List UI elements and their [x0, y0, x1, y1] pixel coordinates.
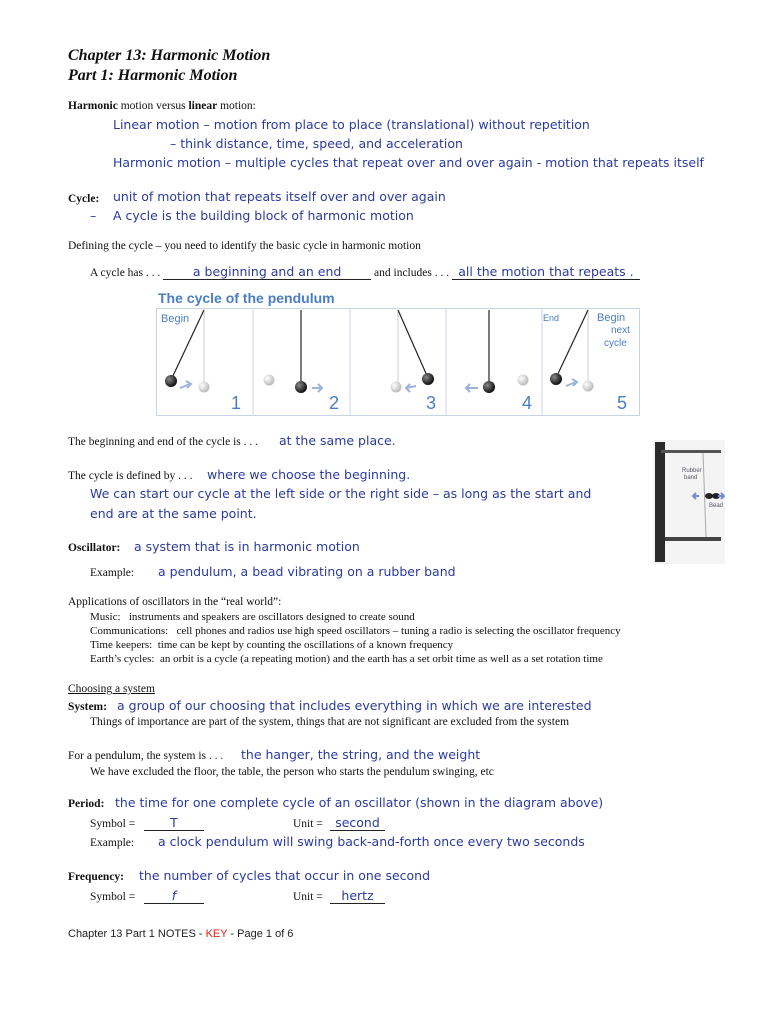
- pendulum-cycle-figure: [156, 308, 640, 416]
- system-label: System:: [68, 701, 107, 713]
- cycle-dash: –: [90, 208, 97, 223]
- app-value: an orbit is a cycle (a repeating motion) and the earth has a set orbit time as well as a set rotation time: [159, 653, 603, 665]
- pendulum-system-answer: the hanger, the string, and the weight: [241, 747, 481, 762]
- part-title: Part 1: Harmonic Motion: [68, 67, 238, 84]
- period-unit-prefix: Unit =: [293, 818, 323, 830]
- period-symbol-prefix: Symbol =: [90, 818, 136, 830]
- same-place-answer: at the same place.: [279, 433, 396, 448]
- pendulum-bob-ghost: [199, 382, 210, 393]
- same-place-prefix: The beginning and end of the cycle is . . .: [68, 436, 259, 448]
- footer-suffix: - Page 1 of 6: [227, 928, 294, 940]
- app-item-earth: [90, 653, 603, 665]
- system-answer: a group of our choosing that includes everything in which we are interested: [117, 698, 592, 713]
- figure-number-1: 1: [231, 393, 242, 413]
- app-key: Earth’s cycles:: [90, 653, 155, 665]
- period-label: Period:: [68, 798, 105, 810]
- choosing-system-heading: Choosing a system: [68, 683, 155, 695]
- app-item-communications: [90, 625, 621, 637]
- applications-heading: Applications of oscillators in the “real world”:: [68, 596, 282, 608]
- defined-by-line2: We can start our cycle at the left side or the right side – as long as the start and: [90, 486, 592, 501]
- figure-number-3: 3: [426, 393, 437, 413]
- figure-number-2: 2: [329, 393, 340, 413]
- oscillator-label: Oscillator:: [68, 542, 121, 554]
- pendulum-system-prefix: For a pendulum, the system is . . .: [68, 750, 224, 762]
- app-value: time can be kept by counting the oscillations of a known frequency: [157, 639, 454, 651]
- rubber-band-photo: [653, 440, 725, 564]
- footer-prefix: Chapter 13 Part 1 NOTES -: [68, 928, 206, 940]
- photo-band-label: band: [684, 475, 698, 481]
- cycle-has-line: [90, 264, 640, 280]
- harmonic-text2: motion:: [217, 100, 256, 112]
- system-note: Things of importance are part of the system, things that are not significant are excluded from the system: [90, 716, 570, 728]
- figure-end-label: End: [543, 313, 560, 323]
- period-symbol-answer: T: [144, 815, 204, 831]
- oscillator-answer: a system that is in harmonic motion: [134, 539, 360, 554]
- cycle-definition: unit of motion that repeats itself over and over again: [113, 189, 446, 204]
- app-item-timekeepers: [90, 639, 453, 651]
- cycle-has-answer1: a beginning and an end: [163, 264, 371, 280]
- frequency-label: Frequency:: [68, 871, 125, 883]
- photo-rubber-label: Rubber: [682, 468, 702, 474]
- period-example-prefix: Example:: [90, 837, 135, 849]
- frequency-unit-answer: hertz: [330, 888, 385, 904]
- period-unit-answer: second: [330, 815, 385, 831]
- defining-cycle: Defining the cycle – you need to identify the basic cycle in harmonic motion: [68, 240, 421, 252]
- app-key: Communications:: [90, 625, 169, 637]
- figure-title: The cycle of the pendulum: [158, 290, 335, 306]
- chapter-title: Chapter 13: Harmonic Motion: [68, 47, 271, 64]
- frequency-symbol-prefix: Symbol =: [90, 891, 136, 903]
- figure-number-4: 4: [522, 393, 533, 413]
- linear-bold: linear: [188, 100, 218, 112]
- figure-next-label: next: [611, 325, 630, 336]
- example-answer: a pendulum, a bead vibrating on a rubber band: [158, 564, 456, 579]
- photo-bead-label: Bead: [709, 503, 724, 509]
- frequency-unit-prefix: Unit =: [293, 891, 323, 903]
- defined-by-line3: end are at the same point.: [90, 506, 257, 521]
- pendulum-bob: [165, 375, 177, 387]
- app-value: cell phones and radios use high speed oscillators – tuning a radio is selecting the oscillator frequency: [176, 625, 621, 637]
- defined-by-prefix: The cycle is defined by . . .: [68, 470, 193, 482]
- cycle-label: Cycle:: [68, 193, 100, 205]
- footer-key: KEY: [205, 928, 228, 940]
- example-prefix: Example:: [90, 567, 135, 579]
- pendulum-system-note: We have excluded the floor, the table, the person who starts the pendulum swinging, etc: [90, 766, 494, 778]
- cycle-note: A cycle is the building block of harmonic motion: [113, 208, 414, 223]
- cycle-has-mid: and includes . . .: [374, 267, 450, 279]
- page-footer: [68, 928, 293, 940]
- app-key: Time keepers:: [90, 639, 153, 651]
- harmonic-text1: motion versus: [117, 100, 189, 112]
- linear-motion-note: Linear motion – motion from place to place (translational) without repetition: [113, 117, 590, 132]
- harmonic-motion-note: Harmonic motion – multiple cycles that repeat over and over again - motion that repeats itself: [113, 155, 704, 170]
- frequency-answer: the number of cycles that occur in one second: [139, 868, 431, 883]
- figure-begin-label: Begin: [161, 313, 190, 325]
- figure-begin2-label: Begin: [597, 312, 626, 324]
- figure-cycle-label: cycle: [604, 338, 627, 349]
- defined-by-answer: where we choose the beginning.: [207, 467, 411, 482]
- linear-think-note: – think distance, time, speed, and acceleration: [170, 136, 463, 151]
- app-value: instruments and speakers are oscillators designed to create sound: [128, 611, 415, 623]
- cycle-has-answer2: all the motion that repeats .: [452, 264, 640, 280]
- app-item-music: [90, 611, 415, 623]
- period-answer: the time for one complete cycle of an oscillator (shown in the diagram above): [115, 795, 604, 810]
- app-key: Music:: [90, 611, 121, 623]
- period-example-answer: a clock pendulum will swing back-and-forth once every two seconds: [158, 834, 585, 849]
- harmonic-heading: [68, 100, 256, 112]
- frequency-symbol-answer: f: [144, 888, 204, 904]
- cycle-has-prefix: A cycle has . . .: [90, 267, 161, 279]
- figure-number-5: 5: [617, 393, 628, 413]
- harmonic-bold: Harmonic: [68, 100, 118, 112]
